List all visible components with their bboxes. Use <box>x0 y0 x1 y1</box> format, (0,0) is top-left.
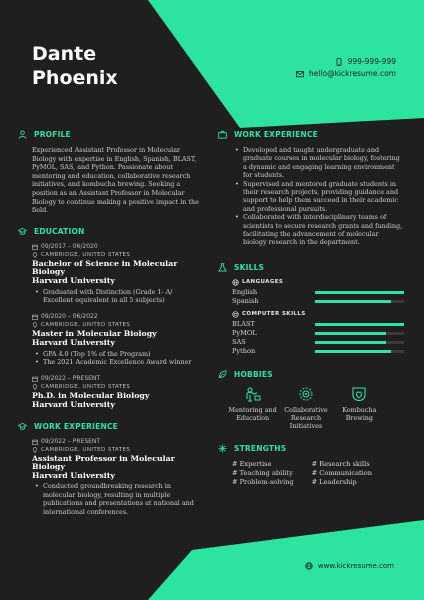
calendar-icon <box>32 439 38 445</box>
briefcase-icon <box>218 130 227 139</box>
leaf-icon <box>218 370 227 379</box>
right-column <box>218 130 404 499</box>
list-item: • GPA 4.0 (Top 1% of the Program) <box>32 350 200 358</box>
skill-level-bar <box>315 323 404 326</box>
work-title: WORK EXPERIENCE <box>234 130 318 139</box>
skill-level-fill <box>315 323 404 326</box>
hobby-label: Mentoring and Education <box>228 405 277 422</box>
work-heading <box>218 130 404 139</box>
work-bullets <box>232 146 404 247</box>
degree-title: Bachelor of Science in Molecular Biology <box>32 258 178 277</box>
location-pin-icon <box>32 322 38 328</box>
computer-skills-list <box>232 320 404 356</box>
list-item: • Supervised and mentored graduate students in their research projects, providing guidance and support to help them succeed in their academic and professional pursuits. <box>232 180 404 214</box>
sparkle-icon <box>218 444 227 453</box>
globe-icon <box>232 279 239 286</box>
strength-tag: # Leadership <box>311 477 357 486</box>
location-row <box>32 446 200 454</box>
profile-title: PROFILE <box>34 130 71 139</box>
work-experience-section <box>18 422 200 516</box>
employer-name: Harvard University <box>32 470 115 480</box>
strengths-section <box>218 444 404 487</box>
candidate-name <box>32 42 118 90</box>
skills-section <box>218 263 404 356</box>
education-bullets <box>32 350 200 367</box>
phone-icon <box>335 58 343 66</box>
skill-level-bar <box>315 300 404 303</box>
date-row <box>32 438 200 446</box>
education-entry <box>32 243 200 305</box>
location-pin-icon <box>32 447 38 453</box>
list-item: • Conducted groundbreaking research in molecular biology, resulting in multiple publications and presentations at national and international conferences. <box>32 482 200 516</box>
education-date: 09/2020 – 06/2022 <box>41 313 98 321</box>
calendar-icon <box>32 314 38 320</box>
strengths-title: STRENGTHS <box>234 443 287 453</box>
skill-level-bar <box>315 332 404 335</box>
hobby-item <box>333 386 386 430</box>
graduation-cap-icon <box>18 227 27 236</box>
languages-subheading <box>232 279 404 286</box>
last-name: Phoenix <box>32 67 118 89</box>
skills-title: SKILLS <box>234 262 265 272</box>
date-row <box>32 313 200 321</box>
hobby-label: Kombucha Brewing <box>342 405 377 422</box>
work-bullets <box>32 482 200 516</box>
education-location: CAMBRIDGE, UNITED STATES <box>41 384 131 391</box>
left-column <box>18 130 200 528</box>
hobby-label: Collaborative Research Initiatives <box>284 405 328 430</box>
footer-website <box>305 562 394 570</box>
strength-tag: # Expertise <box>232 459 272 468</box>
hobbies-section <box>218 370 404 430</box>
skills-heading <box>218 263 404 272</box>
education-date: 09/2017 – 06/2020 <box>41 242 98 250</box>
strengths-heading <box>218 444 404 453</box>
education-location: CAMBRIDGE, UNITED STATES <box>41 322 131 329</box>
skill-name: PyMOL <box>232 329 257 338</box>
profile-section <box>18 130 200 215</box>
degree-title: Master in Molecular Biology <box>32 329 157 339</box>
hobby-item <box>226 386 279 430</box>
school-name: Harvard University <box>32 399 115 409</box>
school-name: Harvard University <box>32 275 115 285</box>
person-icon <box>18 130 27 139</box>
date-row <box>32 243 200 251</box>
contact-block <box>296 56 396 80</box>
degree-title: Ph.D. in Molecular Biology <box>32 391 150 401</box>
globe-icon <box>305 562 313 570</box>
education-bullets <box>32 288 200 305</box>
skill-name: Python <box>232 347 256 356</box>
skill-level-fill <box>315 291 404 294</box>
skill-name: Spanish <box>232 297 259 306</box>
first-name: Dante <box>32 43 97 65</box>
hobbies-heading <box>218 370 404 379</box>
graduation-cap-icon <box>18 422 27 431</box>
profile-text: Experienced Assistant Professor in Molecular Biology with expertise in English, Spanish, BLAST, PyMOL, SAS, and Python. Passionate about mentoring and education, collaborative research initiatives, and kombucha brewing. Seeking a position as an Assistant Professor in Molecular Biology to continue making a positive impact in the field. <box>32 146 199 215</box>
skill-level-fill <box>315 300 391 303</box>
list-item: • Collaborated with interdisciplinary teams of scientists to secure research grants and funding, facilitating the advancement of molecular biology research in the department. <box>232 213 404 247</box>
kombucha-icon <box>351 386 367 402</box>
monitor-icon <box>232 311 239 318</box>
calendar-icon <box>32 376 38 382</box>
skill-row <box>232 297 404 306</box>
email-row <box>296 68 396 80</box>
calendar-icon <box>32 244 38 250</box>
education-heading <box>18 227 200 236</box>
languages-label: LANGUAGES <box>242 279 284 286</box>
work-title: WORK EXPERIENCE <box>34 421 118 431</box>
list-item: • Graduated with Distinction (Grade 1- A/ Excellent equivalent in all 5 subjects) <box>32 288 200 305</box>
skill-row <box>232 338 404 347</box>
hobbies-title: HOBBIES <box>234 369 273 379</box>
hobbies-list <box>226 386 386 430</box>
location-pin-icon <box>32 252 38 258</box>
work-location: CAMBRIDGE, UNITED STATES <box>41 446 131 453</box>
hobby-item <box>279 386 332 430</box>
job-title: Assistant Professor in Molecular Biology <box>32 453 175 472</box>
list-item: • Developed and taught undergraduate and graduate courses in molecular biology, fostering a dynamic and engaging learning environment for students. <box>232 146 404 180</box>
skill-row <box>232 288 404 297</box>
profile-heading <box>18 130 200 139</box>
location-row <box>32 251 200 259</box>
education-title: EDUCATION <box>34 226 85 236</box>
work-date: 09/2022 – PRESENT <box>41 437 101 445</box>
education-date: 09/2022 – PRESENT <box>41 375 101 383</box>
work-entry <box>32 438 200 516</box>
list-item: • The 2021 Academic Excellence Award winner <box>32 358 200 366</box>
location-pin-icon <box>32 384 38 390</box>
strength-tag: # Communication <box>311 468 372 477</box>
school-name: Harvard University <box>32 337 115 347</box>
computer-skills-label: COMPUTER SKILLS <box>242 311 306 318</box>
strength-tag: # Teaching ability <box>232 468 293 477</box>
skill-name: English <box>232 288 258 297</box>
education-entry <box>32 375 200 409</box>
website-link[interactable]: www.kickresume.com <box>317 562 394 570</box>
location-row <box>32 383 200 391</box>
skill-row <box>232 320 404 329</box>
education-location: CAMBRIDGE, UNITED STATES <box>41 251 131 258</box>
strength-tag: # Research skills <box>311 459 370 468</box>
skill-level-bar <box>315 291 404 294</box>
skill-name: BLAST <box>232 320 255 329</box>
email-icon <box>296 70 304 78</box>
skill-level-fill <box>315 341 386 344</box>
research-icon <box>298 386 314 402</box>
mentoring-icon <box>245 386 261 402</box>
skill-level-bar <box>315 341 404 344</box>
footer-accent-shape <box>0 520 424 600</box>
email-address[interactable]: hello@kickresume.com <box>308 69 396 78</box>
computer-skills-subheading <box>232 311 404 318</box>
work-heading <box>18 422 200 431</box>
phone-number[interactable]: 999-999-999 <box>347 57 396 66</box>
strength-tag: # Problem-solving <box>232 477 294 486</box>
skill-level-fill <box>315 350 391 353</box>
flask-icon <box>218 263 227 272</box>
location-row <box>32 321 200 329</box>
phone-row <box>296 56 396 68</box>
skill-name: SAS <box>232 338 246 347</box>
skill-row <box>232 347 404 356</box>
education-section <box>18 227 200 410</box>
work-experience-continued-section <box>218 130 404 247</box>
skill-row <box>232 329 404 338</box>
skill-level-fill <box>315 332 386 335</box>
date-row <box>32 375 200 383</box>
skill-level-bar <box>315 350 404 353</box>
languages-list <box>232 288 404 306</box>
strengths-list <box>232 460 382 487</box>
education-entry <box>32 313 200 366</box>
